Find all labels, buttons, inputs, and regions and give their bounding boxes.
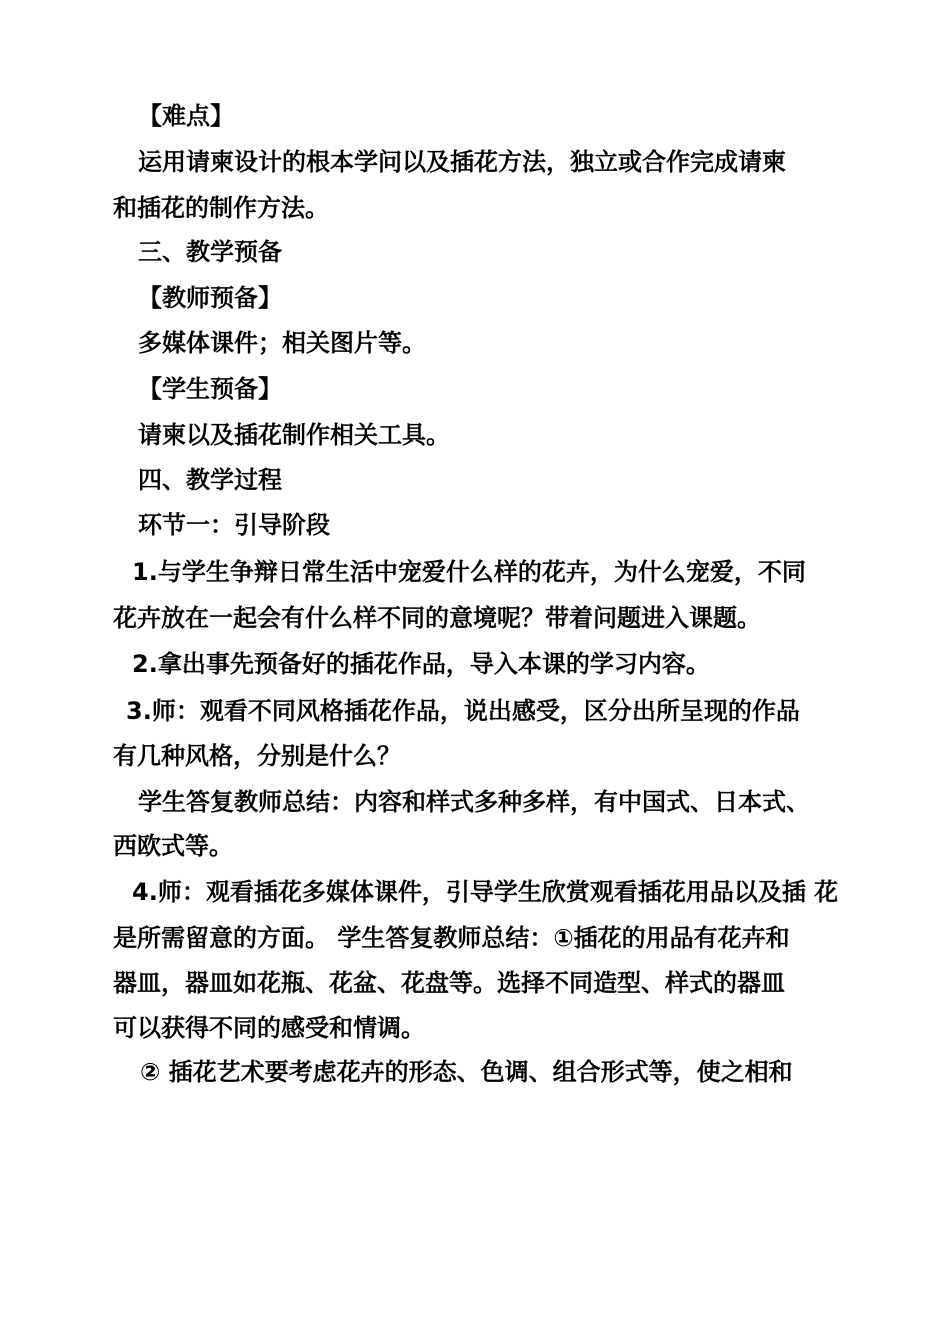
paragraph-line: ② 插花艺术要考虑花卉的形态、色调、组合形式等，使之相和 [140, 1058, 793, 1086]
paragraph-line: 1.与学生争辩日常生活中宠爱什么样的花卉，为什么宠爱，不同 [132, 558, 806, 586]
paragraph-line: 4.师：观看插花多媒体课件，引导学生欣赏观看插花用品以及插 花 [132, 878, 839, 906]
paragraph-line: 请柬以及插花制作相关工具。 [138, 421, 450, 449]
heading-teacher-preparation: 【教师预备】 [138, 284, 282, 312]
paragraph-line: 多媒体课件；相关图片等。 [138, 329, 426, 357]
section-heading-preparation: 三、教学预备 [138, 238, 282, 266]
paragraph-line: 可以获得不同的感受和情调。 [113, 1014, 425, 1042]
paragraph-line: 花卉放在一起会有什么样不同的意境呢？带着问题进入课题。 [113, 604, 761, 632]
paragraph-line: 有几种风格，分别是什么？ [113, 742, 401, 770]
paragraph-line: 器皿，器皿如花瓶、花盆、花盘等。选择不同造型、样式的器皿 [113, 969, 785, 997]
paragraph-line: 3.师：观看不同风格插花作品，说出感受，区分出所呈现的作品 [126, 697, 800, 725]
paragraph-line: 是所需留意的方面。 学生答复教师总结：①插花的用品有花卉和 [113, 924, 790, 952]
paragraph-line: 和插花的制作方法。 [113, 194, 329, 222]
paragraph-line: 运用请柬设计的根本学问以及插花方法，独立或合作完成请柬 [138, 148, 786, 176]
heading-difficulty: 【难点】 [138, 102, 234, 130]
paragraph-line: 2.拿出事先预备好的插花作品，导入本课的学习内容。 [132, 650, 710, 678]
paragraph-line: 学生答复教师总结：内容和样式多种多样，有中国式、日本式、 [138, 788, 810, 816]
section-heading-process: 四、教学过程 [138, 466, 282, 494]
subheading-step-one: 环节一：引导阶段 [138, 511, 330, 539]
paragraph-line: 西欧式等。 [113, 832, 233, 860]
heading-student-preparation: 【学生预备】 [138, 375, 282, 403]
